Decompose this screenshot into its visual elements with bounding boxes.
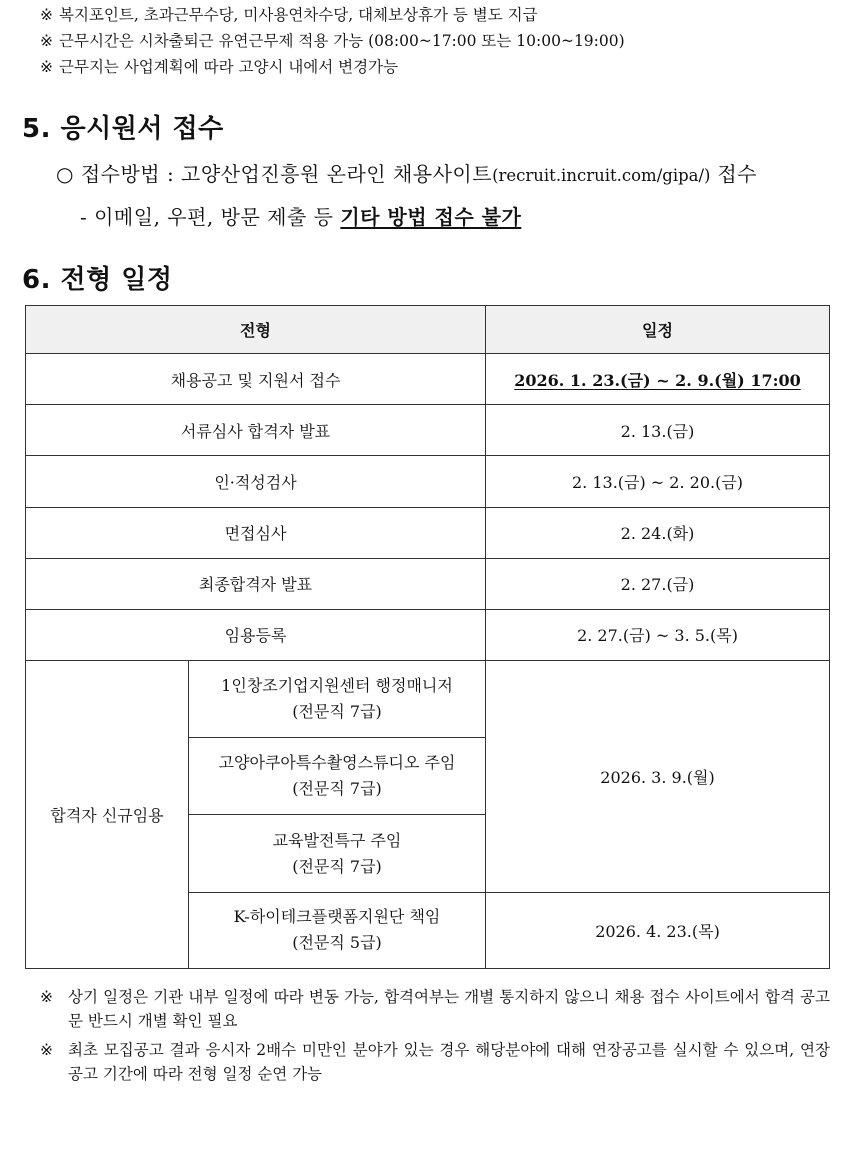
header-date: 일정 <box>486 306 830 354</box>
stage-cell: 임용등록 <box>26 609 486 660</box>
position-grade: (전문직 7급) <box>292 702 382 722</box>
stage-cell: 채용공고 및 지원서 접수 <box>26 354 486 405</box>
position-cell <box>189 738 486 815</box>
section6-title: 6. 전형 일정 <box>22 265 173 295</box>
note-text: 근무지는 사업계획에 따라 고양시 내에서 변경가능 <box>59 58 399 76</box>
application-method <box>56 158 757 187</box>
note-workplace <box>40 57 398 77</box>
date-cell: 2. 27.(금) <box>486 558 830 609</box>
note-text: 복지포인트, 초과근무수당, 미사용연차수당, 대체보상휴가 등 별도 지급 <box>59 6 538 24</box>
table-row <box>26 609 830 660</box>
note-text: 최초 모집공고 결과 응시자 2배수 미만인 분야가 있는 경우 해당분야에 대해 연장공고를 실시할 수 있으며, 연장공고 기간에 따라 전형 일정 순연 가능 <box>68 1041 830 1083</box>
table-row <box>26 507 830 558</box>
stage-cell: 인·적성검사 <box>26 456 486 507</box>
reference-mark: ※ <box>40 1041 53 1059</box>
reference-mark: ※ <box>40 6 53 24</box>
date-cell: 2026. 1. 23.(금) ~ 2. 9.(월) 17:00 <box>486 354 830 405</box>
reference-mark: ※ <box>40 32 53 50</box>
date-cell: 2. 13.(금) <box>486 405 830 456</box>
stage-cell: 면접심사 <box>26 507 486 558</box>
position-title: 고양아쿠아특수촬영스튜디오 주임 <box>218 753 456 773</box>
table-row <box>26 354 830 405</box>
position-title: K-하이테크플랫폼지원단 책임 <box>233 907 441 927</box>
note-schedule-change <box>40 985 830 1033</box>
schedule-table <box>25 305 830 969</box>
table-row <box>26 405 830 456</box>
appointment-date-last: 2026. 4. 23.(목) <box>486 892 830 968</box>
position-grade: (전문직 7급) <box>292 856 382 876</box>
position-cell <box>189 815 486 892</box>
appointment-date: 2026. 3. 9.(월) <box>486 660 830 892</box>
note-work-hours <box>40 31 625 51</box>
position-title: 1인창조기업지원센터 행정매니저 <box>221 676 453 696</box>
table-row <box>26 558 830 609</box>
stage-cell: 서류심사 합격자 발표 <box>26 405 486 456</box>
table-row <box>26 660 830 737</box>
date-cell: 2. 13.(금) ~ 2. 20.(금) <box>486 456 830 507</box>
table-header-row <box>26 306 830 354</box>
header-stage: 전형 <box>26 306 486 354</box>
restriction-emphasis: 기타 방법 접수 불가 <box>340 205 522 229</box>
position-cell <box>189 892 486 968</box>
note-extension <box>40 1038 830 1086</box>
stage-cell: 최종합격자 발표 <box>26 558 486 609</box>
note-text: 상기 일정은 기관 내부 일정에 따라 변동 가능, 합격여부는 개별 통지하지 않으니 채용 접수 사이트에서 합격 공고문 반드시 개별 확인 필요 <box>68 988 830 1030</box>
position-grade: (전문직 5급) <box>292 933 382 953</box>
application-restriction <box>80 201 521 230</box>
method-suffix: 접수 <box>717 162 757 186</box>
table-row <box>26 456 830 507</box>
position-title: 교육발전특구 주임 <box>272 830 402 850</box>
method-prefix: 접수방법 : 고양산업진흥원 온라인 채용사이트 <box>80 162 493 186</box>
date-cell: 2. 27.(금) ~ 3. 5.(목) <box>486 609 830 660</box>
note-text: 근무시간은 시차출퇴근 유연근무제 적용 가능 (08:00~17:00 또는 10:00~19:00) <box>59 32 625 50</box>
reference-mark: ※ <box>40 58 53 76</box>
position-cell <box>189 660 486 737</box>
date-cell: 2. 24.(화) <box>486 507 830 558</box>
recruit-site-url: (recruit.incruit.com/gipa/) <box>492 166 711 185</box>
bullet-circle-icon: ○ <box>56 162 74 186</box>
position-grade: (전문직 7급) <box>292 779 382 799</box>
restriction-prefix: - 이메일, 우편, 방문 제출 등 <box>80 205 334 229</box>
reference-mark: ※ <box>40 988 53 1006</box>
appointment-label: 합격자 신규임용 <box>26 660 189 968</box>
note-welfare <box>40 5 538 25</box>
section5-title: 5. 응시원서 접수 <box>22 114 224 144</box>
